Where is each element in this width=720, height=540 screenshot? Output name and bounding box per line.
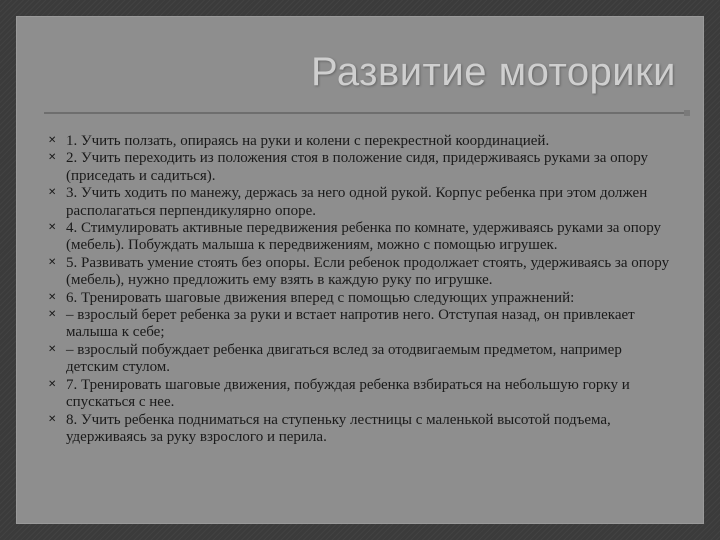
list-item-text: 5. Развивать умение стоять без опоры. Если ребенок продолжает стоять, удерживаясь за опору (мебель), нужно предложить ему взять в каждую руку по игрушке. — [66, 254, 670, 289]
x-bullet-icon: ✕ — [48, 256, 57, 268]
list-item — [48, 150, 672, 185]
list-item — [48, 377, 672, 412]
slide-title: Развитие моторики — [310, 50, 676, 94]
list-item-text: 4. Стимулировать активные передвижения ребенка по комнате, удерживаясь руками за опору (мебель). Побуждать малыша к передвижениям, можно с помощью игрушек. — [66, 220, 662, 254]
x-bullet-icon: ✕ — [48, 291, 57, 303]
list-item — [48, 290, 672, 307]
list-item — [48, 220, 672, 255]
list-item — [48, 342, 672, 377]
list-item-text: 8. Учить ребенка подниматься на ступеньку лестницы с маленькой высотой подъема, удерживаясь за руку взрослого и перила. — [66, 411, 611, 445]
list-item-text: 1. Учить ползать, опираясь на руки и колени с перекрестной координацией. — [66, 133, 550, 149]
list-item-text: 6. Тренировать шаговые движения вперед с помощью следующих упражнений: — [66, 289, 575, 306]
bullet-list — [48, 133, 672, 446]
x-bullet-icon: ✕ — [48, 343, 57, 355]
list-item — [48, 133, 672, 150]
x-bullet-icon: ✕ — [48, 187, 57, 199]
x-bullet-icon: ✕ — [48, 135, 57, 146]
title-underline — [44, 112, 690, 114]
x-bullet-icon: ✕ — [48, 378, 57, 390]
list-item-text: – взрослый берет ребенка за руки и встает напротив него. Отступая назад, он привлекает малыша к себе; — [66, 307, 635, 341]
x-bullet-icon: ✕ — [48, 152, 57, 164]
list-item — [48, 255, 672, 290]
x-bullet-icon: ✕ — [48, 222, 57, 234]
x-bullet-icon: ✕ — [48, 413, 57, 425]
list-item-text: 7. Тренировать шаговые движения, побуждая ребенка взбираться на небольшую горку и спускаться с нее. — [66, 376, 630, 411]
list-item-text: 3. Учить ходить по манежу, держась за него одной рукой. Корпус ребенка при этом должен располагаться перпендикулярно опоре. — [66, 185, 648, 219]
list-item-text: – взрослый побуждает ребенка двигаться вслед за отодвигаемым предметом, например детским стулом. — [66, 341, 622, 376]
x-bullet-icon: ✕ — [48, 309, 57, 321]
list-item-text: 2. Учить переходить из положения стоя в положение сидя, придерживаясь руками за опору (приседать и садиться). — [66, 150, 648, 184]
list-item — [48, 412, 672, 447]
list-item — [48, 185, 672, 220]
list-item — [48, 307, 672, 342]
title-underline-accent — [684, 110, 690, 116]
